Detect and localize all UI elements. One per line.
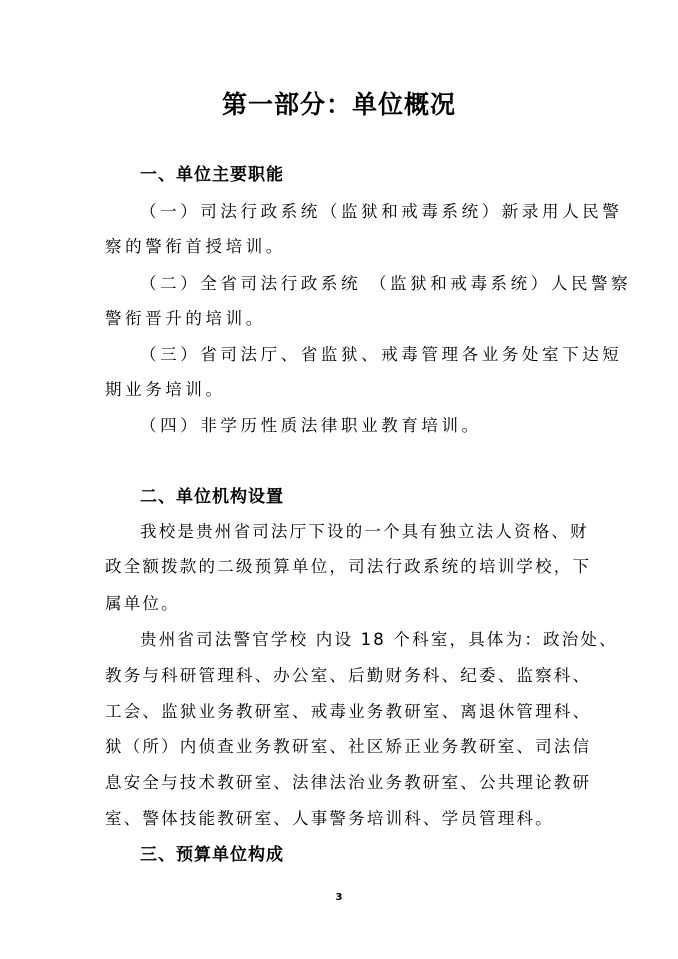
section-heading-functions: 一、单位主要职能	[140, 165, 284, 185]
paragraph-line: 期业务培训。	[105, 380, 226, 399]
paragraph-line: 政全额拨款的二级预算单位，司法行政系统的培训学校，下	[105, 557, 592, 576]
page-number: 3	[335, 892, 343, 903]
paragraph-line: 我校是贵州省司法厅下设的一个具有独立法人资格、财	[140, 522, 589, 541]
paragraph-line: 警衔晋升的培训。	[105, 309, 266, 328]
page-title: 第一部分：单位概况	[221, 90, 456, 119]
paragraph-line: 工会、监狱业务教研室、戒毒业务教研室、离退休管理科、	[105, 702, 592, 721]
paragraph-line: 属单位。	[105, 594, 180, 613]
paragraph-line: （四）非学历性质法律职业教育培训。	[140, 416, 482, 435]
paragraph-line: （三）省司法厅、省监狱、戒毒管理各业务处室下达短	[140, 345, 623, 364]
section-heading-structure: 二、单位机构设置	[140, 487, 284, 507]
section-heading-budget-units: 三、预算单位构成	[140, 845, 284, 865]
paragraph-line: 察的警衔首授培训。	[105, 237, 286, 256]
paragraph-line: （二）全省司法行政系统 （监狱和戒毒系统）人民警察	[140, 274, 632, 293]
paragraph-line: 教务与科研管理科、办公室、后勤财务科、纪委、监察科、	[105, 666, 592, 685]
paragraph-line: 贵州省司法警官学校 内设 18 个科室，具体为：政治处、	[140, 630, 618, 649]
paragraph-line: 狱（所）内侦查业务教研室、社区矫正业务教研室、司法信	[105, 737, 592, 756]
paragraph-line: 室、警体技能教研室、人事警务培训科、学员管理科。	[105, 809, 554, 828]
paragraph-line: 息安全与技术教研室、法律法治业务教研室、公共理论教研	[105, 773, 592, 792]
paragraph-line: （一）司法行政系统（监狱和戒毒系统）新录用人民警	[140, 202, 623, 221]
